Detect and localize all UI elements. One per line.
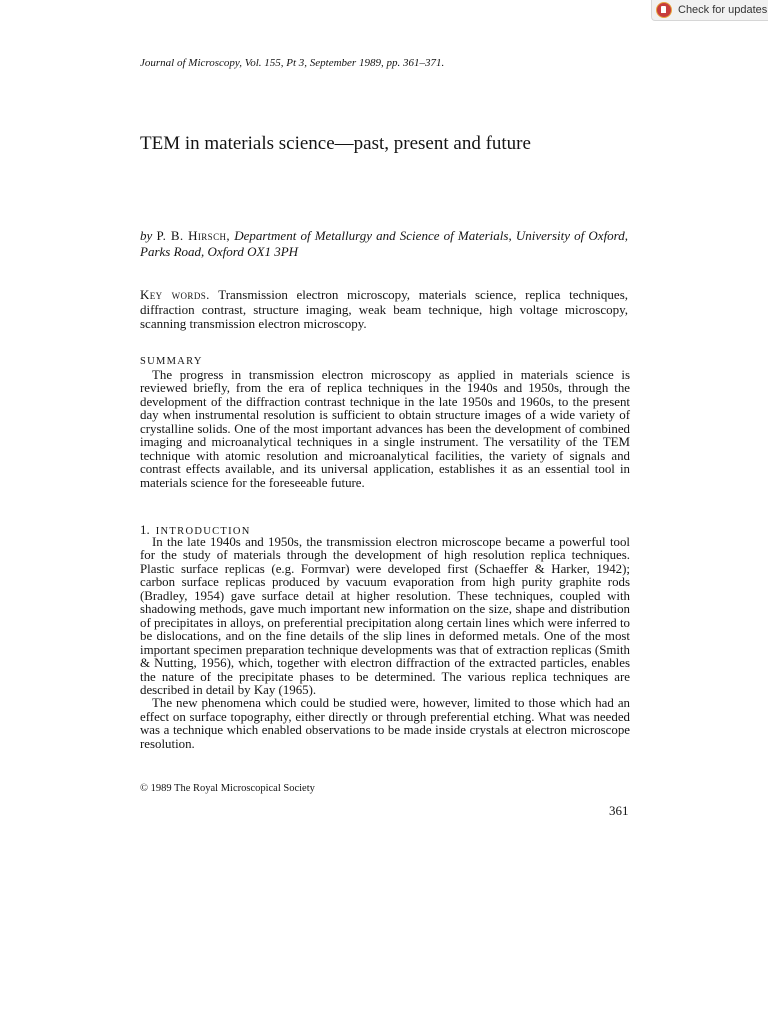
- introduction-body: [140, 536, 630, 751]
- article-title: TEM in materials science—past, present and future: [140, 133, 531, 154]
- author-name: P. B. Hirsch,: [156, 228, 231, 243]
- check-for-updates-label: Check for updates: [678, 4, 768, 16]
- keywords-label: Key words.: [140, 287, 210, 302]
- section-number: 1.: [140, 522, 150, 537]
- check-for-updates-button[interactable]: [651, 0, 768, 21]
- keywords-text: Transmission electron microscopy, materials science, replica techniques, diffraction contrast, structure imaging, weak beam technique, high voltage microscopy, scanning transmission electron microscopy.: [140, 287, 629, 331]
- copyright-notice: © 1989 The Royal Microscopical Society: [140, 783, 315, 794]
- section-title: INTRODUCTION: [155, 526, 251, 537]
- summary-text: The progress in transmission electron microscopy as applied in materials science is reviewed briefly, from the era of replica techniques in the 1940s and 1950s, through the development of the diffraction contrast technique in the late 1950s and 1960s, to the present day when instrumental resolution is sufficient to obtain structure images of a wide variety of crystalline solids. One of the most important advances has been the development of combined imaging and microanalytical techniques in a single instrument. The versatility of the TEM technique with atomic resolution and microanalytical facilities, the variety of signals and contrast effects available, and its universal application, establishes it as an essential tool in materials science for the foreseeable future.: [140, 368, 630, 490]
- introduction-paragraph: In the late 1940s and 1950s, the transmission electron microscope became a powerful tool for the study of materials through the development of high resolution replica techniques. Plastic surface replicas (e.g. Formvar) were developed first (Schaeffer & Harker, 1942); carbon surface replicas produced by vacuum evaporation from high purity graphite rods (Bradley, 1954) gave surface detail at higher resolution. These techniques, coupled with shadowing methods, gave much important new information on the size, shape and distribution of precipitates in alloys, on preferential precipitation along certain lines which were inferred to be dislocations, and on the fine details of the slip lines in deformed metals. One of the most important specimen preparation technique developments was that of extraction replicas (Smith & Nutting, 1956), which, together with electron diffraction of the extracted particles, enables the nature of the precipitate phases to be determined. The various replica techniques are described in detail by Kay (1965).: [140, 535, 630, 697]
- introduction-paragraph: The new phenomena which could be studied were, however, limited to those which had an effect on surface topography, either directly or through preferential etching. What was needed was a technique which enabled observations to be made inside crystals at electron microscope resolution.: [140, 696, 630, 751]
- page-number: 361: [609, 803, 629, 818]
- journal-citation: Journal of Microscopy, Vol. 155, Pt 3, September 1989, pp. 361–371.: [140, 57, 445, 69]
- crossmark-bookmark-icon: [656, 2, 672, 18]
- summary-heading: SUMMARY: [140, 356, 203, 367]
- author-affiliation: Department of Metallurgy and Science of Materials, University of Oxford, Parks Road, Oxford OX1 3PH: [140, 228, 629, 259]
- byline: [140, 228, 628, 259]
- keywords-block: [140, 288, 628, 332]
- byline-prefix: by: [140, 228, 153, 243]
